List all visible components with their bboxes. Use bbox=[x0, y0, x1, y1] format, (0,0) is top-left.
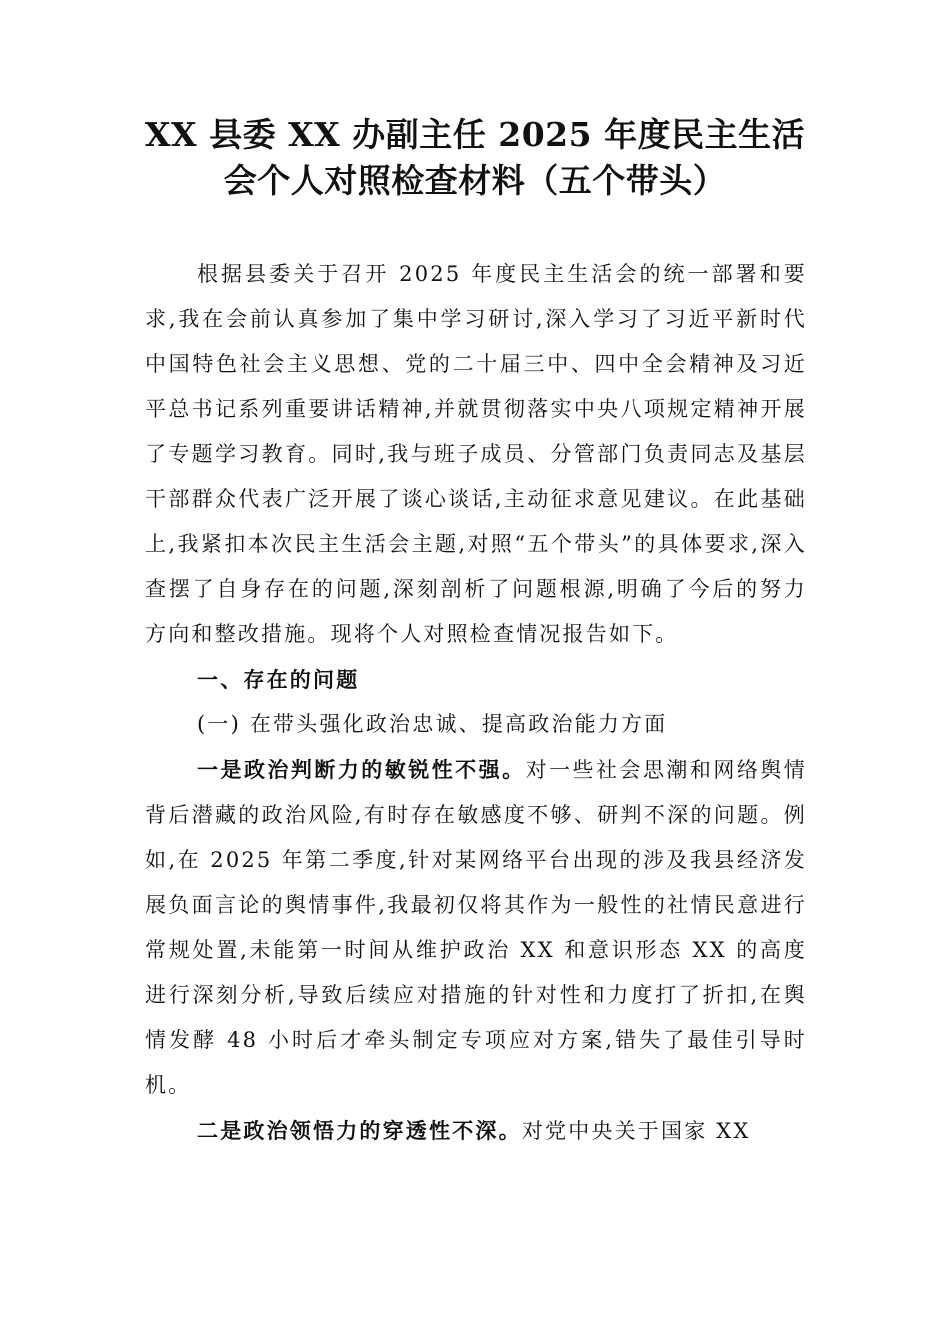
section-heading: 一、存在的问题 bbox=[197, 667, 360, 692]
problem-1-text: 对一些社会思潮和网络舆情背后潜藏的政治风险,有时存在敏感度不够、研判不深的问题。例如,在 2025 年第二季度,针对某网络平台出现的涉及我县经济发展负面言论的舆情事件,我最初仅将其作为一般性的社情民意进行常规处置,未能第一时间从维护政治 XX 和意识形态 XX 的高度进行深刻分析,导致后续应对措施的针对性和力度打了折扣,在舆情发酵 48 小时后才牵头制定专项应对方案,错失了最佳引导时机。 bbox=[145, 758, 807, 1097]
document-title bbox=[130, 112, 820, 204]
document-body bbox=[145, 252, 807, 1154]
intro-paragraph: 根据县委关于召开 2025 年度民主生活会的统一部署和要求,我在会前认真参加了集中学习研讨,深入学习了习近平新时代中国特色社会主义思想、党的二十届三中、四中全会精神及习近平总书记系列重要讲话精神,并就贯彻落实中央八项规定精神开展了专题学习教育。同时,我与班子成员、分管部门负责同志及基层干部群众代表广泛开展了谈心谈话,主动征求意见建议。在此基础上,我紧扣本次民主生活会主题,对照“五个带头”的具体要求,深入查摆了自身存在的问题,深刻剖析了问题根源,明确了今后的努力方向和整改措施。现将个人对照检查情况报告如下。 bbox=[145, 262, 807, 646]
problem-2-lead: 二是政治领悟力的穿透性不深。 bbox=[197, 1118, 522, 1143]
problem-paragraph-1 bbox=[145, 747, 807, 1108]
title-line-1: XX 县委 XX 办副主任 2025 年度民主生活 bbox=[144, 115, 806, 154]
subsection-heading: (一) 在带头强化政治忠诚、提高政治能力方面 bbox=[197, 712, 668, 736]
problem-2-text: 对党中央关于国家 XX bbox=[521, 1119, 751, 1143]
problem-1-lead: 一是政治判断力的敏锐性不强。 bbox=[197, 757, 526, 782]
title-line-2: 会个人对照检查材料（五个带头） bbox=[223, 161, 727, 200]
problem-paragraph-2 bbox=[145, 1108, 807, 1154]
